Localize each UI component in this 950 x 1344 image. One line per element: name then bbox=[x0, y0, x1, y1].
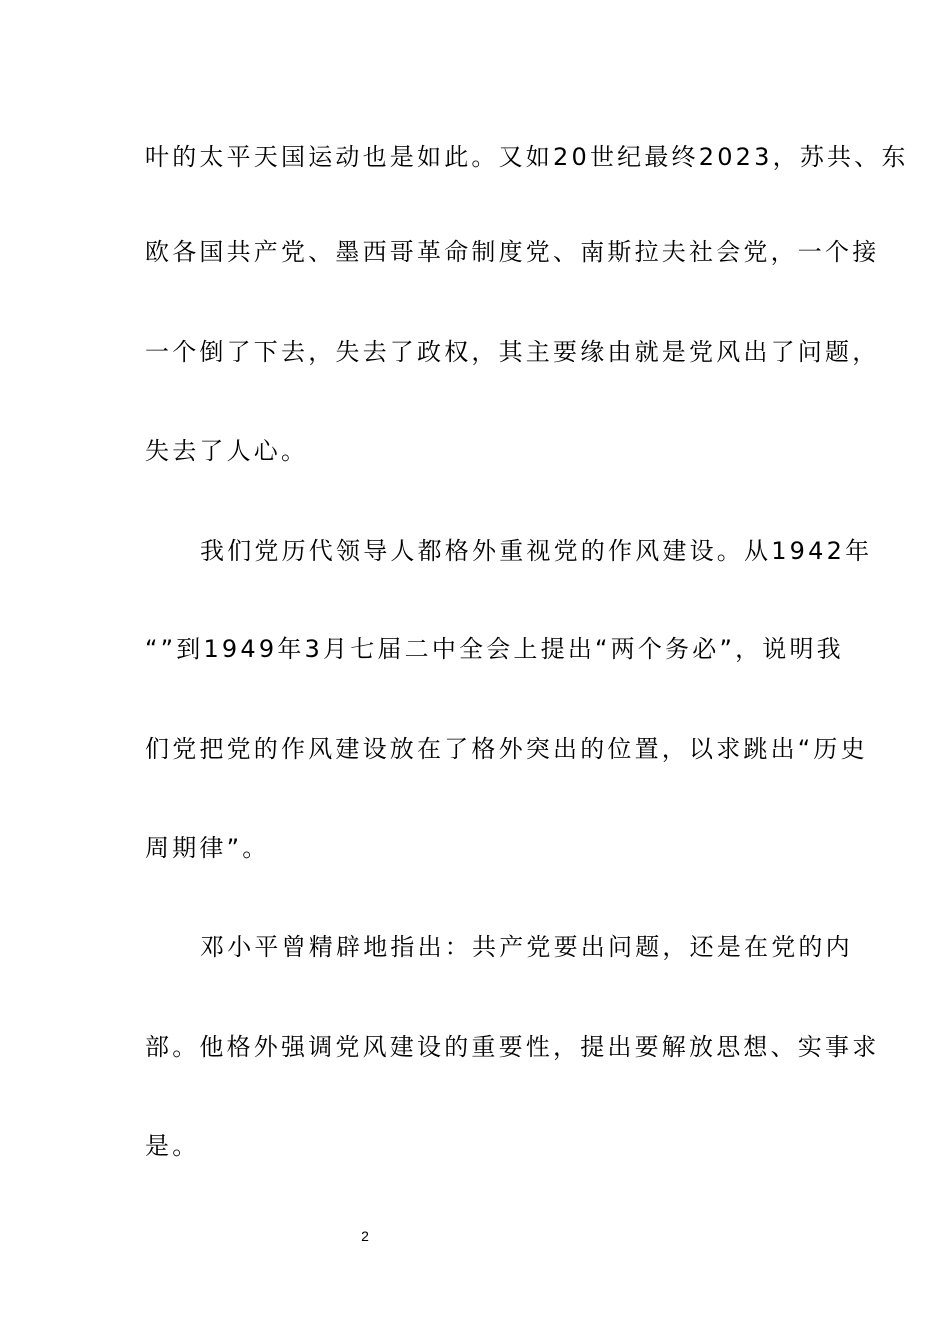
paragraph-3-line-2: 部。他格外强调党风建设的重要性，提出要解放思想、实事求 bbox=[145, 1033, 880, 1061]
paragraph-1-line-3: 一个倒了下去，失去了政权，其主要缘由就是党风出了问题， bbox=[145, 338, 880, 366]
paragraph-2-line-4: 周期律”。 bbox=[145, 834, 270, 862]
page-number: 2 bbox=[361, 1228, 369, 1244]
paragraph-3-line-3: 是。 bbox=[145, 1132, 200, 1160]
paragraph-1-line-4: 失去了人心。 bbox=[145, 437, 309, 465]
paragraph-2-line-2: “”到1949年3月七届二中全会上提出“两个务必”，说明我 bbox=[145, 635, 844, 663]
paragraph-1-line-2: 欧各国共产党、墨西哥革命制度党、南斯拉夫社会党，一个接 bbox=[145, 238, 880, 266]
paragraph-2-line-1: 我们党历代领导人都格外重视党的作风建设。从1942年 bbox=[200, 537, 873, 565]
paragraph-3-line-1: 邓小平曾精辟地指出：共产党要出问题，还是在党的内 bbox=[200, 933, 853, 961]
paragraph-1-line-1: 叶的太平天国运动也是如此。又如20世纪最终2023，苏共、东 bbox=[145, 143, 909, 171]
paragraph-2-line-3: 们党把党的作风建设放在了格外突出的位置，以求跳出“历史 bbox=[145, 735, 868, 763]
